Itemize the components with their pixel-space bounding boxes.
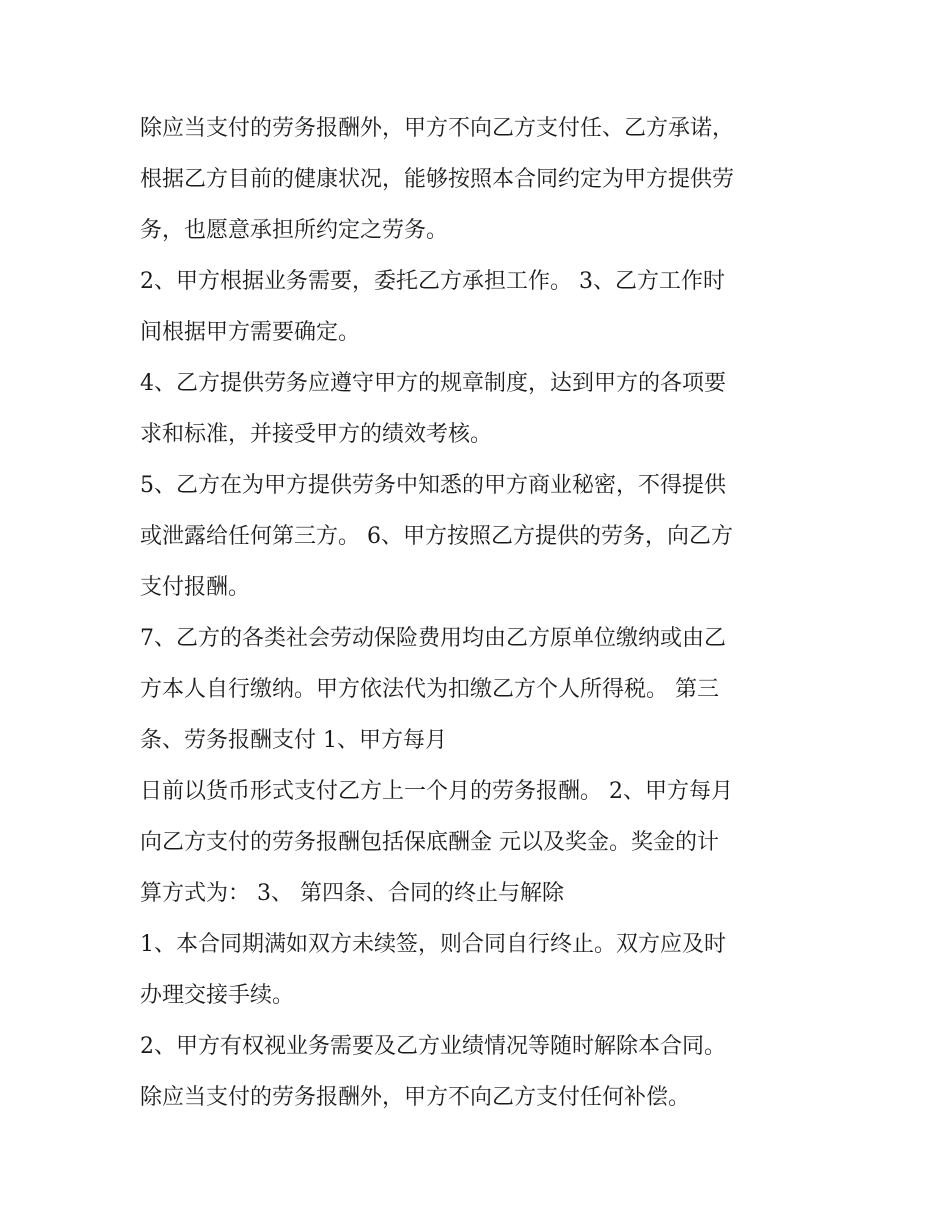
text-line: 4、乙方提供劳务应遵守甲方的规章制度，达到甲方的各项要 — [140, 371, 726, 396]
text-line: 算方式为： 3、 第四条、合同的终止与解除 — [140, 881, 564, 906]
text-line: 1、本合同期满如双方未续签，则合同自行终止。双方应及时 — [140, 932, 726, 957]
text-line: 日前以货币形式支付乙方上一个月的劳务报酬。 2、甲方每月 — [140, 779, 733, 804]
text-line: 2、甲方根据业务需要，委托乙方承担工作。 3、乙方工作时 — [140, 269, 725, 294]
text-line: 或泄露给任何第三方。 6、甲方按照乙方提供的劳务，向乙方 — [140, 524, 733, 549]
text-line: 2、甲方有权视业务需要及乙方业绩情况等随时解除本合同。 — [140, 1034, 726, 1059]
text-line: 根据乙方目前的健康状况，能够按照本合同约定为甲方提供劳 — [140, 167, 735, 192]
text-line: 间根据甲方需要确定。 — [140, 320, 361, 345]
text-line: 除应当支付的劳务报酬外，甲方不向乙方支付任、乙方承诺， — [140, 116, 735, 141]
text-line: 方本人自行缴纳。甲方依法代为扣缴乙方个人所得税。 第三 — [140, 677, 719, 702]
text-line: 7、乙方的各类社会劳动保险费用均由乙方原单位缴纳或由乙 — [140, 626, 726, 651]
text-line: 求和标准，并接受甲方的绩效考核。 — [140, 422, 493, 447]
document-body — [140, 103, 830, 1123]
text-line: 办理交接手续。 — [140, 983, 295, 1008]
text-line: 除应当支付的劳务报酬外，甲方不向乙方支付任何补偿。 — [140, 1085, 691, 1110]
text-line: 务，也愿意承担所约定之劳务。 — [140, 218, 449, 243]
text-line: 向乙方支付的劳务报酬包括保底酬金 元以及奖金。奖金的计 — [140, 830, 719, 855]
text-line: 5、乙方在为甲方提供劳务中知悉的甲方商业秘密，不得提供 — [140, 473, 726, 498]
text-line: 支付报酬。 — [140, 575, 251, 600]
text-line: 条、劳务报酬支付 1、甲方每月 — [140, 728, 447, 753]
